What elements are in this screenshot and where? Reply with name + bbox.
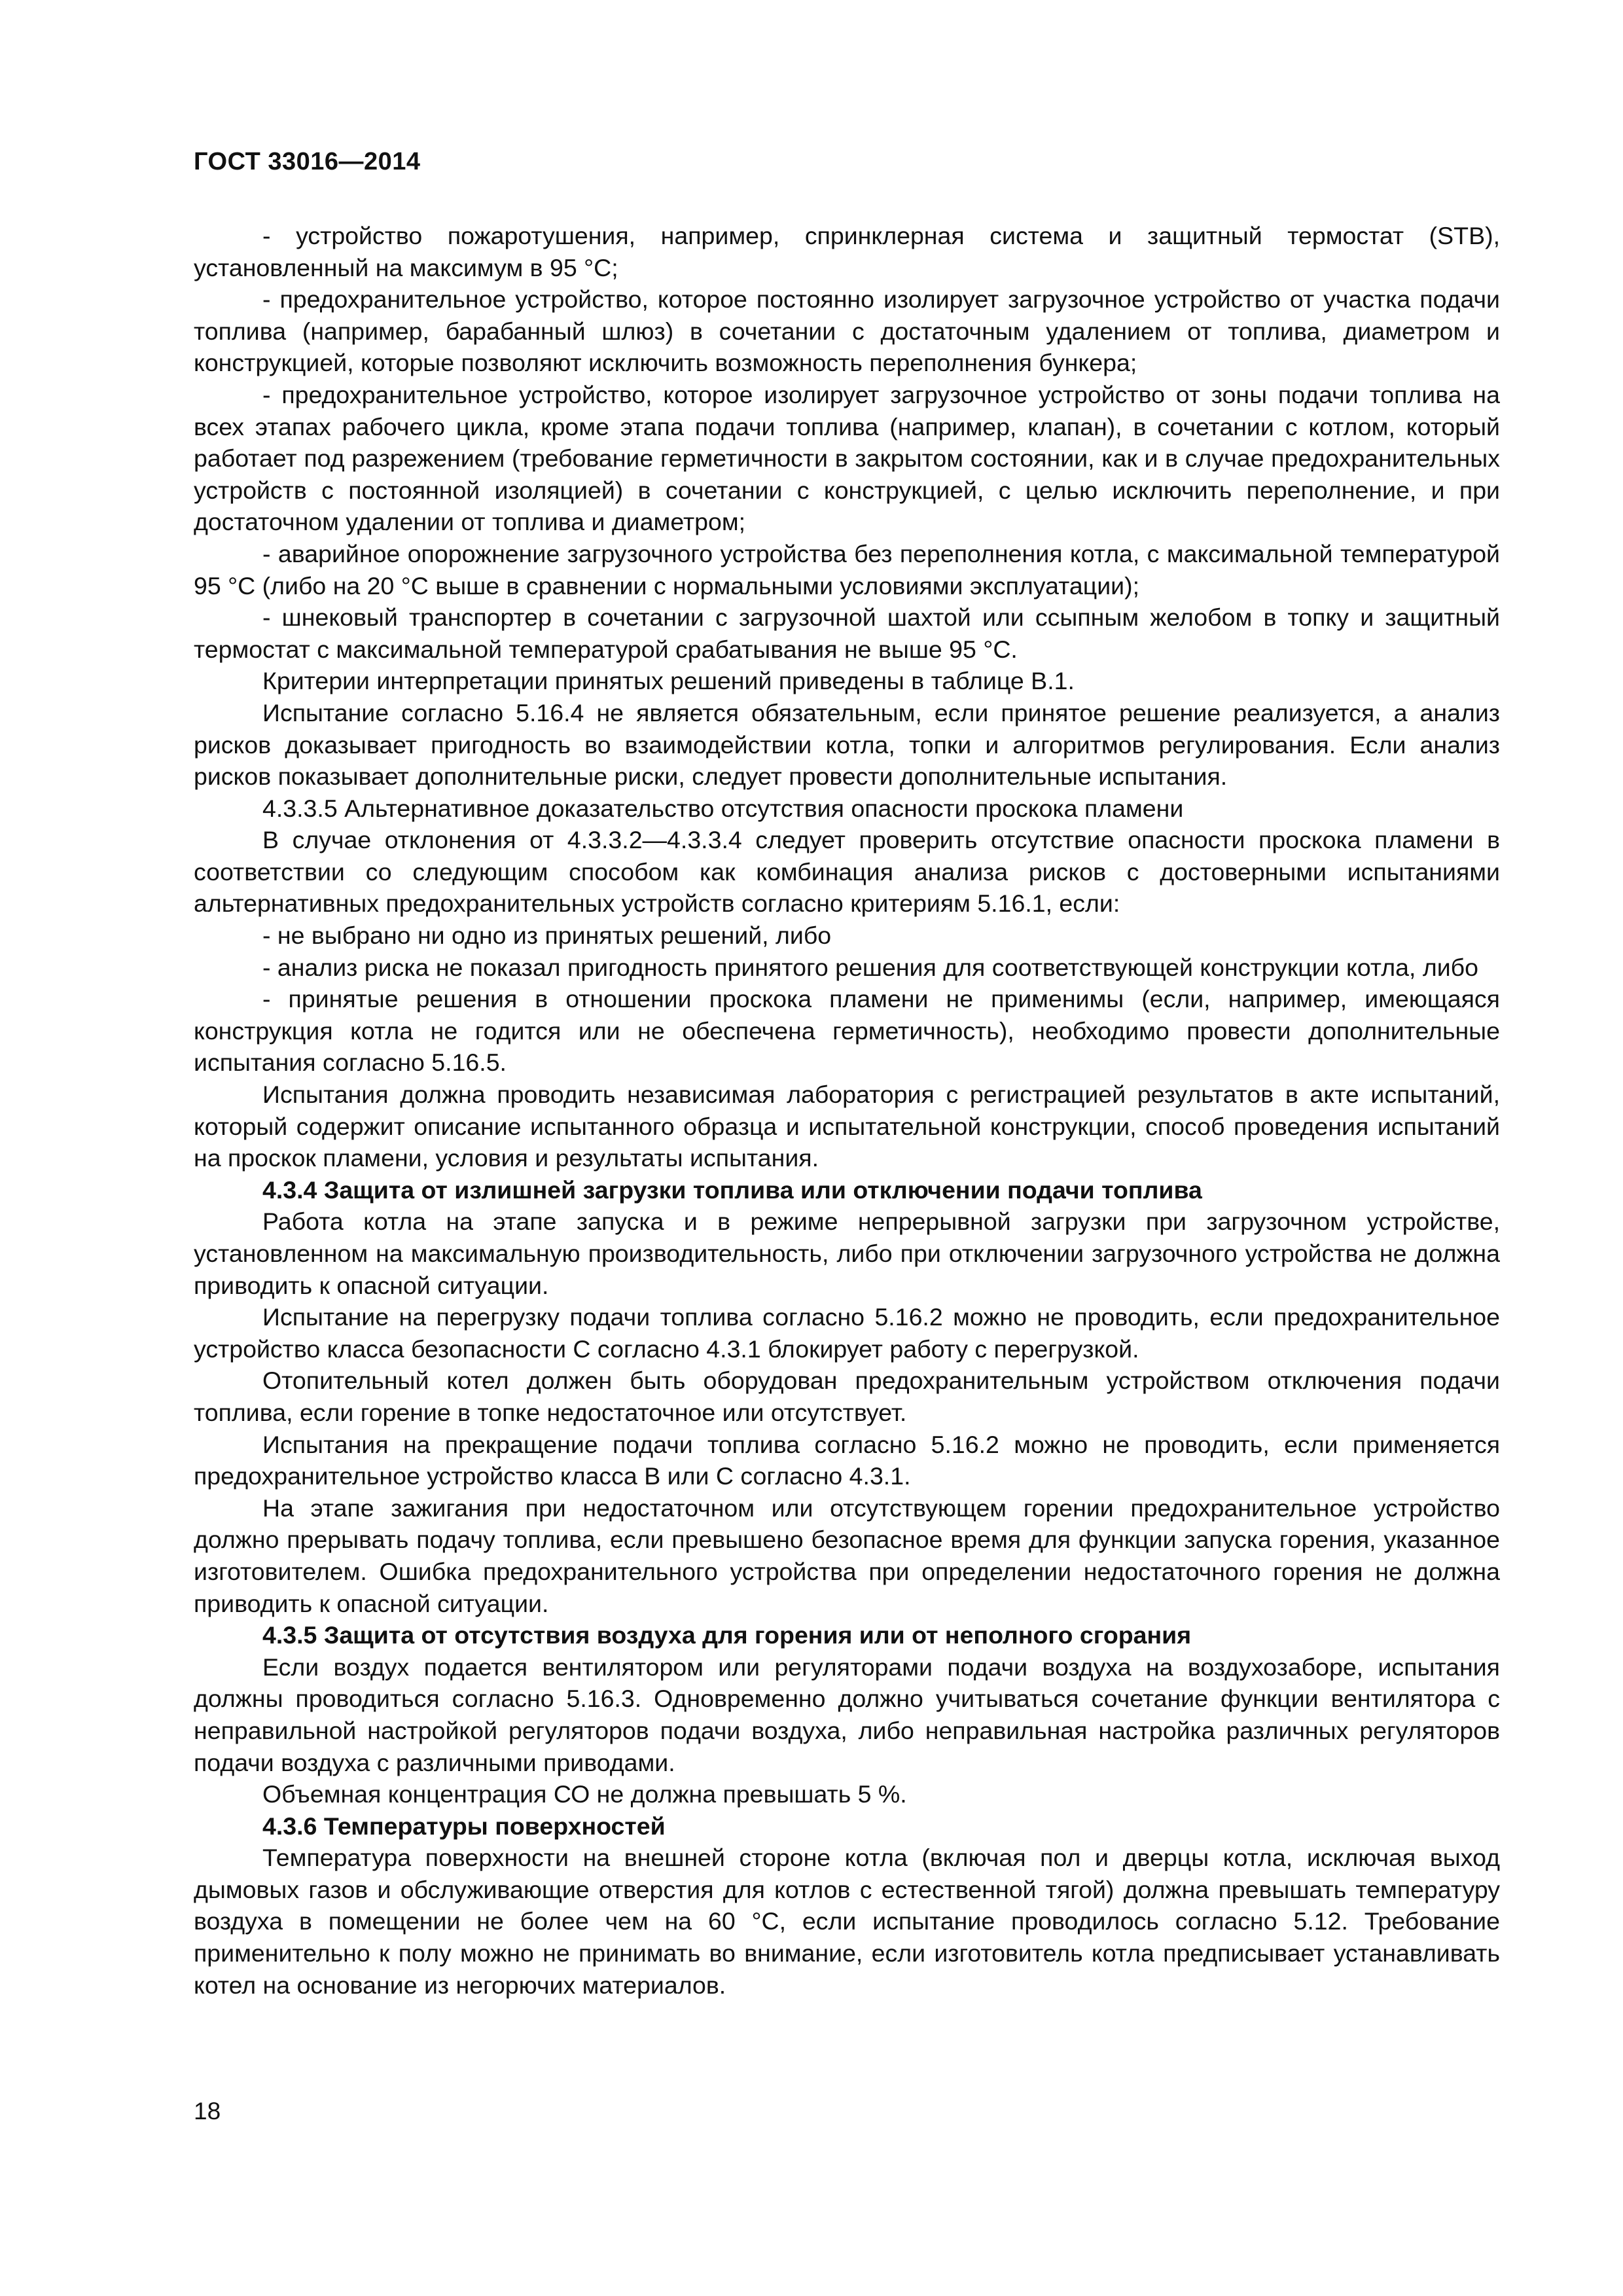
section-heading: 4.3.5 Защита от отсутствия воздуха для горения или от неполного сгорания <box>262 1621 1192 1649</box>
paragraph: На этапе зажигания при недостаточном или отсутствующем горении предохранительное устройство должно прерывать подачу топлива, если превышено безопасное время для функции запуска горения, указанное изготовителем. Ошибка предохранительного устройства при определении недостаточного горения не должна приводить к опасной ситуации. <box>194 1494 1500 1617</box>
page-number: 18 <box>194 2098 221 2125</box>
paragraph: Испытание согласно 5.16.4 не является обязательным, если принятое решение реализуется, а анализ рисков доказывает пригодность во взаимодействии котла, топки и алгоритмов регулирования. Если анализ рисков показывает дополнительные риски, следует провести дополнительные испытания. <box>194 698 1500 791</box>
paragraph: Температура поверхности на внешней стороне котла (включая пол и дверцы котла, исключая выход дымовых газов и обслуживающие отверстия для котлов с естественной тягой) должна превышать температуру воздуха в помещении не более чем на 60 °С, если испытание проводилось согласно 5.12. Требование применительно к полу можно не принимать во внимание, если изготовитель котла предписывает устанавливать котел на основание из негорючих материалов. <box>194 1844 1500 1999</box>
paragraph: Критерии интерпретации принятых решений приведены в таблице В.1. <box>262 667 1075 695</box>
document-header: ГОСТ 33016—2014 <box>194 148 421 175</box>
paragraph: - аварийное опорожнение загрузочного устройства без переполнения котла, с максимальной температурой 95 °С (либо на 20 °С выше в сравнении с нормальными условиями эксплуатации); <box>194 539 1500 600</box>
paragraph: Испытание на перегрузку подачи топлива согласно 5.16.2 можно не проводить, если предохранительное устройство класса безопасности С согласно 4.3.1 блокирует работу с перегрузкой. <box>194 1303 1500 1363</box>
paragraph: Испытания на прекращение подачи топлива согласно 5.16.2 можно не проводить, если применяется предохранительное устройство класса В или С согласно 4.3.1. <box>194 1430 1500 1490</box>
document-body <box>194 220 1500 2001</box>
subsection-heading: 4.3.3.5 Альтернативное доказательство отсутствия опасности проскока пламени <box>262 794 1184 822</box>
paragraph: Работа котла на этапе запуска и в режиме непрерывной загрузки при загрузочном устройстве, установленном на максимальную производительность, либо при отключении загрузочного устройства не должна приводить к опасной ситуации. <box>194 1208 1500 1299</box>
paragraph: - предохранительное устройство, которое постоянно изолирует загрузочное устройство от участка подачи топлива (например, барабанный шлюз) в сочетании с достаточным удалением от топлива, диаметром и конструкцией, которые позволяют исключить возможность переполнения бункера; <box>194 285 1500 377</box>
paragraph: - принятые решения в отношении проскока пламени не применимы (если, например, имеющаяся конструкция котла не годится или не обеспечена герметичность), необходимо провести дополнительные испытания согласно 5.16.5. <box>194 985 1500 1077</box>
paragraph: - предохранительное устройство, которое изолирует загрузочное устройство от зоны подачи топлива на всех этапах рабочего цикла, кроме этапа подачи топлива (например, клапан), в сочетании с котлом, который работает под разрежением (требование герметичности в закрытом состоянии, как и в случае предохранительных устройств с постоянной изоляцией) в сочетании с конструкцией, с целью исключить переполнение, и при достаточном удалении от топлива и диаметром; <box>194 380 1500 536</box>
paragraph: В случае отклонения от 4.3.3.2—4.3.3.4 следует проверить отсутствие опасности проскока пламени в соответствии со следующим способом как комбинация анализа рисков с достоверными испытаниями альтернативных предохранительных устройств согласно критериям 5.16.1, если: <box>194 826 1500 918</box>
paragraph: - устройство пожаротушения, например, спринклерная система и защитный термостат (STB), установленный на максимум в 95 °С; <box>194 222 1500 281</box>
paragraph: - шнековый транспортер в сочетании с загрузочной шахтой или ссыпным желобом в топку и защитный термостат с максимальной температурой срабатывания не выше 95 °С. <box>194 603 1500 663</box>
paragraph: Если воздух подается вентилятором или регуляторами подачи воздуха на воздухозаборе, испытания должны проводиться согласно 5.16.3. Одновременно должно учитываться сочетание функции вентилятора с неправильной настройкой регуляторов подачи воздуха, либо неправильная настройка различных регуляторов подачи воздуха с различными приводами. <box>194 1653 1500 1776</box>
paragraph: Испытания должна проводить независимая лаборатория с регистрацией результатов в акте испытаний, который содержит описание испытанного образца и испытательной конструкции, способ проведения испытаний на проскок пламени, условия и результаты испытания. <box>194 1081 1500 1172</box>
paragraph: Объемная концентрация СО не должна превышать 5 %. <box>262 1780 907 1808</box>
section-heading: 4.3.4 Защита от излишней загрузки топлива или отключении подачи топлива <box>262 1175 1202 1204</box>
paragraph: - не выбрано ни одно из принятых решений, либо <box>262 922 832 950</box>
section-heading: 4.3.6 Температуры поверхностей <box>262 1812 666 1840</box>
paragraph: - анализ риска не показал пригодность принятого решения для соответствующей конструкции котла, либо <box>262 953 1478 981</box>
paragraph: Отопительный котел должен быть оборудован предохранительным устройством отключения подачи топлива, если горение в топке недостаточное или отсутствует. <box>194 1367 1500 1426</box>
